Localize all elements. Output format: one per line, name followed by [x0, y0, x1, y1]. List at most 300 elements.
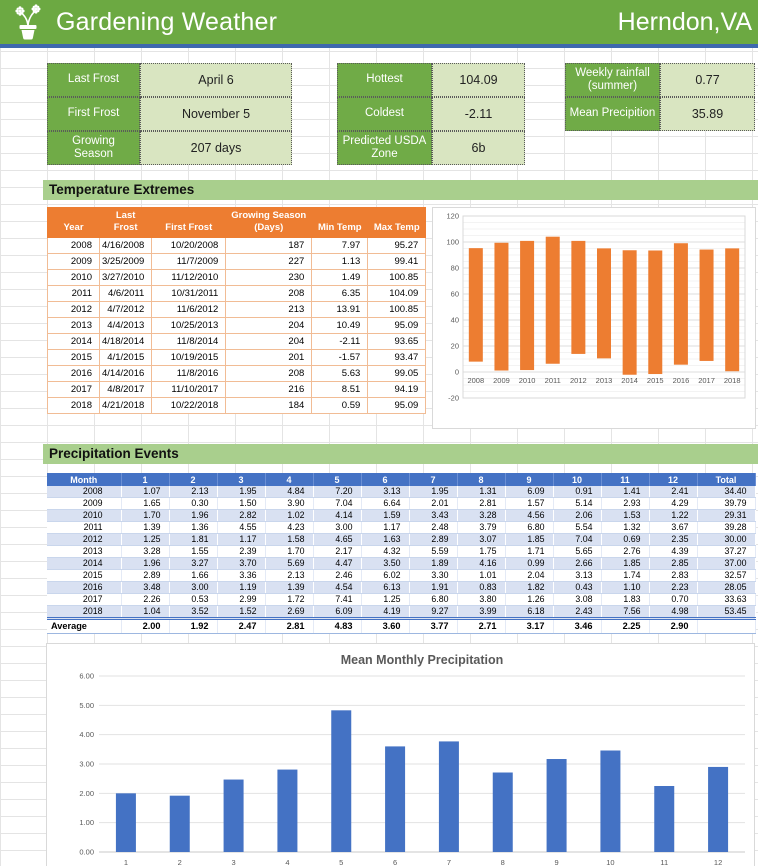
axis-label: 6 [392, 858, 398, 866]
average-row [47, 619, 755, 634]
summary-card-value: 207 days [140, 131, 292, 165]
axis-label: 60 [450, 289, 460, 299]
table-cell: 3.60 [361, 619, 409, 634]
table-cell: 4/6/2011 [100, 285, 152, 301]
table-cell: 3.48 [121, 582, 169, 594]
summary-card-label: Coldest [337, 97, 432, 131]
precipitation-column-header: 2 [169, 473, 217, 486]
table-row [48, 237, 426, 253]
axis-label: 5.00 [79, 700, 94, 710]
table-cell: 7.97 [312, 237, 368, 253]
axis-label: 2009 [493, 376, 511, 385]
table-cell: 11/10/2017 [152, 381, 226, 397]
precipitation-column-header: 12 [649, 473, 697, 486]
table-cell: 1.53 [601, 510, 649, 522]
precipitation-column-header: 6 [361, 473, 409, 486]
summary-card-value: 0.77 [660, 63, 755, 97]
table-cell: 10/25/2013 [152, 317, 226, 333]
temperature-column-header: Min Temp [312, 208, 368, 238]
table-row [48, 365, 426, 381]
table-cell: 1.91 [409, 582, 457, 594]
table-cell: 3/27/2010 [100, 269, 152, 285]
table-row [48, 381, 426, 397]
temperature-column-header: First Frost [152, 208, 226, 238]
precipitation-column-header: 7 [409, 473, 457, 486]
table-cell: 4/7/2012 [100, 301, 152, 317]
range-bar [649, 250, 663, 374]
table-cell: 37.27 [697, 546, 755, 558]
table-row [48, 317, 426, 333]
table-cell: 2.41 [649, 486, 697, 498]
table-cell: 1.25 [121, 534, 169, 546]
axis-label: 3 [231, 858, 236, 866]
table-cell: 1.75 [457, 546, 505, 558]
table-cell: 2.48 [409, 522, 457, 534]
table-cell: 93.47 [368, 349, 426, 365]
summary-card-value: -2.11 [432, 97, 525, 131]
table-row [47, 534, 755, 546]
precipitation-column-header: 10 [553, 473, 601, 486]
table-cell: 4.39 [649, 546, 697, 558]
axis-label: 4.00 [79, 730, 94, 740]
axis-label: 2 [177, 858, 182, 866]
range-bar [546, 237, 560, 364]
table-cell: 1.59 [361, 510, 409, 522]
table-cell: 13.91 [312, 301, 368, 317]
table-cell: 187 [226, 237, 312, 253]
table-cell: 1.95 [409, 486, 457, 498]
table-cell: 6.80 [409, 594, 457, 606]
table-row [48, 269, 426, 285]
table-cell: 2.35 [649, 534, 697, 546]
table-cell: 1.50 [217, 498, 265, 510]
axis-label: 1.00 [79, 818, 94, 828]
temperature-section [47, 207, 758, 429]
table-cell: 213 [226, 301, 312, 317]
table-row [48, 301, 426, 317]
table-cell: 3.36 [217, 570, 265, 582]
table-cell: 2008 [48, 237, 100, 253]
table-cell: 1.19 [217, 582, 265, 594]
table-cell: 2.25 [601, 619, 649, 634]
table-cell: 0.99 [505, 558, 553, 570]
bar [170, 796, 190, 852]
table-cell: 3.28 [121, 546, 169, 558]
temperature-column-header: Growing Season (Days) [226, 208, 312, 238]
table-cell: 2.99 [217, 594, 265, 606]
table-cell: 204 [226, 317, 312, 333]
table-cell: 1.96 [169, 510, 217, 522]
table-cell: 95.09 [368, 317, 426, 333]
table-cell: -2.11 [312, 333, 368, 349]
table-cell: 1.39 [265, 582, 313, 594]
table-cell: 10/19/2015 [152, 349, 226, 365]
range-bar [597, 248, 611, 358]
table-row [47, 594, 755, 606]
table-cell: 4.29 [649, 498, 697, 510]
temperature-column-header: Last Frost [100, 208, 152, 238]
table-cell: 2.23 [649, 582, 697, 594]
table-cell: 4.32 [361, 546, 409, 558]
table-row [48, 349, 426, 365]
table-cell: 2.43 [553, 606, 601, 619]
app-header [0, 0, 758, 44]
summary-card-label: Last Frost [47, 63, 140, 97]
table-row [47, 582, 755, 594]
table-cell: 0.69 [601, 534, 649, 546]
bar [547, 759, 567, 852]
table-cell: 7.56 [601, 606, 649, 619]
table-cell: 4/21/2018 [100, 397, 152, 413]
table-cell: 0.53 [169, 594, 217, 606]
table-cell: 1.65 [121, 498, 169, 510]
table-cell: 3.28 [457, 510, 505, 522]
table-cell: 3.46 [553, 619, 601, 634]
table-cell: 4.65 [313, 534, 361, 546]
table-cell: 1.01 [457, 570, 505, 582]
summary-card-label: Growing Season [47, 131, 140, 165]
table-cell: 2.47 [217, 619, 265, 634]
table-cell: 3.13 [553, 570, 601, 582]
table-cell: 6.18 [505, 606, 553, 619]
table-cell: 2.26 [121, 594, 169, 606]
potted-plant-icon [12, 4, 44, 42]
table-cell: 4/16/2008 [100, 237, 152, 253]
range-bar [520, 241, 534, 370]
summary-group [337, 63, 525, 165]
axis-label: 9 [554, 858, 559, 866]
table-cell: 1.74 [601, 570, 649, 582]
table-cell: 4.16 [457, 558, 505, 570]
table-cell: 6.09 [505, 486, 553, 498]
range-bar [674, 243, 688, 364]
bar [439, 741, 459, 852]
table-cell: 2013 [47, 546, 121, 558]
table-cell: 2.13 [169, 486, 217, 498]
table-cell: 4/18/2014 [100, 333, 152, 349]
location-label: Herndon,VA [617, 7, 752, 36]
table-cell: 1.70 [121, 510, 169, 522]
table-cell: 1.17 [361, 522, 409, 534]
table-cell: 2.82 [217, 510, 265, 522]
axis-label: 2018 [724, 376, 741, 385]
table-cell: 4.19 [361, 606, 409, 619]
table-cell: 1.85 [505, 534, 553, 546]
table-cell: 1.02 [265, 510, 313, 522]
summary-cards [47, 63, 758, 165]
table-cell: 2.17 [313, 546, 361, 558]
table-cell: 5.59 [409, 546, 457, 558]
table-cell: 4/4/2013 [100, 317, 152, 333]
table-cell: 95.27 [368, 237, 426, 253]
table-cell: 1.25 [361, 594, 409, 606]
table-cell: 1.71 [505, 546, 553, 558]
summary-card-label: First Frost [47, 97, 140, 131]
table-cell: 3/25/2009 [100, 253, 152, 269]
table-cell: 1.85 [601, 558, 649, 570]
table-cell: 3.27 [169, 558, 217, 570]
table-cell: 3.08 [553, 594, 601, 606]
table-cell: Average [47, 619, 121, 634]
table-cell: 5.14 [553, 498, 601, 510]
table-cell: 99.05 [368, 365, 426, 381]
table-cell: 2.39 [217, 546, 265, 558]
table-cell: 4/14/2016 [100, 365, 152, 381]
table-cell: 1.81 [169, 534, 217, 546]
table-cell: 5.63 [312, 365, 368, 381]
table-row [47, 510, 755, 522]
bar [493, 773, 513, 852]
table-cell: 10/31/2011 [152, 285, 226, 301]
table-cell: 53.45 [697, 606, 755, 619]
axis-label: 7 [446, 858, 452, 866]
summary-card-value: 6b [432, 131, 525, 165]
table-cell: 1.96 [121, 558, 169, 570]
table-cell: 2.76 [601, 546, 649, 558]
axis-label: 20 [450, 341, 460, 351]
table-cell: 3.80 [457, 594, 505, 606]
table-cell: 1.72 [265, 594, 313, 606]
table-cell: 4/1/2015 [100, 349, 152, 365]
table-cell: 2016 [47, 582, 121, 594]
section-title-precipitation: Precipitation Events [43, 444, 758, 464]
table-cell: 32.57 [697, 570, 755, 582]
table-cell: 6.64 [361, 498, 409, 510]
table-cell: 2012 [48, 301, 100, 317]
table-cell: 3.17 [505, 619, 553, 634]
bar [708, 767, 728, 852]
table-row [48, 285, 426, 301]
table-row [47, 570, 755, 582]
table-cell: 184 [226, 397, 312, 413]
table-cell: 227 [226, 253, 312, 269]
table-cell: 2017 [47, 594, 121, 606]
table-cell: 1.70 [265, 546, 313, 558]
table-cell: 3.77 [409, 619, 457, 634]
table-cell: 4.83 [313, 619, 361, 634]
table-cell: 10.49 [312, 317, 368, 333]
table-cell: 4.56 [505, 510, 553, 522]
table-cell: 11/6/2012 [152, 301, 226, 317]
table-cell: 100.85 [368, 301, 426, 317]
table-cell: 208 [226, 285, 312, 301]
table-row [47, 606, 755, 619]
table-cell: 0.59 [312, 397, 368, 413]
table-cell: 216 [226, 381, 312, 397]
table-cell: 2015 [47, 570, 121, 582]
table-cell: 100.85 [368, 269, 426, 285]
temperature-range-chart-canvas [433, 208, 755, 428]
table-row [47, 546, 755, 558]
table-cell: 10/20/2008 [152, 237, 226, 253]
table-cell: 8.51 [312, 381, 368, 397]
table-cell: 4.84 [265, 486, 313, 498]
summary-card-label: Predicted USDA Zone [337, 131, 432, 165]
table-cell: 2013 [48, 317, 100, 333]
table-cell: 201 [226, 349, 312, 365]
table-cell: 1.49 [312, 269, 368, 285]
axis-label: 2012 [570, 376, 587, 385]
table-cell: 7.41 [313, 594, 361, 606]
table-cell: 4.23 [265, 522, 313, 534]
precipitation-column-header: 4 [265, 473, 313, 486]
table-cell: 94.19 [368, 381, 426, 397]
table-cell: 1.52 [217, 606, 265, 619]
summary-card-value: 104.09 [432, 63, 525, 97]
axis-label: 80 [450, 263, 460, 273]
table-cell: 2009 [47, 498, 121, 510]
table-cell: 1.57 [505, 498, 553, 510]
table-cell: 1.04 [121, 606, 169, 619]
table-cell: 1.39 [121, 522, 169, 534]
table-cell: 11/7/2009 [152, 253, 226, 269]
table-cell: 2.01 [409, 498, 457, 510]
summary-card-value: November 5 [140, 97, 292, 131]
axis-label: 2010 [519, 376, 536, 385]
range-bar [623, 250, 637, 374]
table-cell: 2.89 [121, 570, 169, 582]
header-divider [0, 44, 758, 48]
table-cell: 2.89 [409, 534, 457, 546]
page-title: Gardening Weather [56, 7, 278, 36]
table-row [47, 486, 755, 498]
axis-label: 2011 [544, 376, 562, 385]
table-cell: 9.27 [409, 606, 457, 619]
bar [116, 793, 136, 852]
table-cell: 2009 [48, 253, 100, 269]
table-cell: 2.81 [265, 619, 313, 634]
precipitation-column-header: 8 [457, 473, 505, 486]
axis-label: 11 [660, 858, 669, 866]
table-cell: 1.07 [121, 486, 169, 498]
table-cell: 1.22 [649, 510, 697, 522]
table-cell: 7.04 [553, 534, 601, 546]
range-bar [700, 250, 714, 361]
table-cell: 29.31 [697, 510, 755, 522]
section-title-temperature: Temperature Extremes [43, 180, 758, 200]
table-cell: 4.47 [313, 558, 361, 570]
table-cell: 11/8/2016 [152, 365, 226, 381]
table-cell: 3.30 [409, 570, 457, 582]
axis-label: 2013 [595, 376, 613, 385]
temperature-table [47, 207, 426, 414]
table-cell: 2011 [47, 522, 121, 534]
bar [600, 751, 620, 852]
table-cell: 1.82 [505, 582, 553, 594]
table-cell: 7.04 [313, 498, 361, 510]
table-cell: 2.46 [313, 570, 361, 582]
table-cell: 0.91 [553, 486, 601, 498]
table-cell: 104.09 [368, 285, 426, 301]
bar [654, 786, 674, 852]
axis-label: 0.00 [79, 847, 94, 857]
axis-label: 120 [446, 211, 460, 221]
axis-label: 4 [285, 858, 290, 866]
summary-card-label: Hottest [337, 63, 432, 97]
table-cell: 2008 [47, 486, 121, 498]
table-cell: 204 [226, 333, 312, 349]
table-header-row [48, 208, 426, 238]
table-cell: 4/8/2017 [100, 381, 152, 397]
table-cell: 2018 [48, 397, 100, 413]
temperature-column-header: Max Temp [368, 208, 426, 238]
table-cell: 4.14 [313, 510, 361, 522]
table-cell: 0.43 [553, 582, 601, 594]
table-cell: 6.02 [361, 570, 409, 582]
table-cell: 2.83 [649, 570, 697, 582]
table-cell: 3.67 [649, 522, 697, 534]
table-cell: 2016 [48, 365, 100, 381]
summary-card-label: Mean Precipition [565, 97, 660, 131]
table-cell: 2012 [47, 534, 121, 546]
table-cell: 6.80 [505, 522, 553, 534]
summary-group [565, 63, 755, 131]
table-cell: 0.30 [169, 498, 217, 510]
precipitation-column-header: 1 [121, 473, 169, 486]
table-cell: 1.95 [217, 486, 265, 498]
table-cell: 6.35 [312, 285, 368, 301]
table-cell: 2.69 [265, 606, 313, 619]
table-cell: 3.52 [169, 606, 217, 619]
table-cell: 2.93 [601, 498, 649, 510]
precipitation-column-header: 5 [313, 473, 361, 486]
summary-card-label: Weekly rainfall (summer) [565, 63, 660, 97]
table-cell: 1.66 [169, 570, 217, 582]
range-bar [572, 241, 586, 354]
axis-label: 12 [713, 858, 723, 866]
table-cell: 2.04 [505, 570, 553, 582]
axis-label: 0 [455, 367, 460, 377]
table-cell: 99.41 [368, 253, 426, 269]
table-cell: 2010 [48, 269, 100, 285]
table-cell: 6.09 [313, 606, 361, 619]
table-cell: 5.65 [553, 546, 601, 558]
table-cell: 11/12/2010 [152, 269, 226, 285]
table-cell: 1.55 [169, 546, 217, 558]
table-cell: 1.10 [601, 582, 649, 594]
table-cell: 11/8/2014 [152, 333, 226, 349]
table-cell: 2011 [48, 285, 100, 301]
table-cell: 3.90 [265, 498, 313, 510]
axis-label: 2014 [621, 376, 639, 385]
table-row [47, 498, 755, 510]
table-row [47, 558, 755, 570]
temperature-range-chart [432, 207, 756, 429]
table-cell: 0.70 [649, 594, 697, 606]
summary-card-value: April 6 [140, 63, 292, 97]
axis-label: 3.00 [79, 759, 94, 769]
axis-label: 8 [500, 858, 505, 866]
table-cell: 39.79 [697, 498, 755, 510]
table-cell: 5.69 [265, 558, 313, 570]
precipitation-column-header: Total [697, 473, 755, 486]
table-cell: 1.31 [457, 486, 505, 498]
table-cell: 3.13 [361, 486, 409, 498]
precipitation-column-header: 9 [505, 473, 553, 486]
table-cell: 1.83 [601, 594, 649, 606]
table-cell: 2014 [47, 558, 121, 570]
precipitation-table [47, 473, 756, 634]
table-cell: 3.70 [217, 558, 265, 570]
summary-card-value: 35.89 [660, 97, 755, 131]
range-bar [495, 243, 509, 371]
mean-monthly-precipitation-chart [46, 643, 755, 866]
axis-label: 2.00 [79, 788, 94, 798]
table-cell: 1.26 [505, 594, 553, 606]
table-row [48, 333, 426, 349]
table-cell: 230 [226, 269, 312, 285]
table-cell: 1.32 [601, 522, 649, 534]
